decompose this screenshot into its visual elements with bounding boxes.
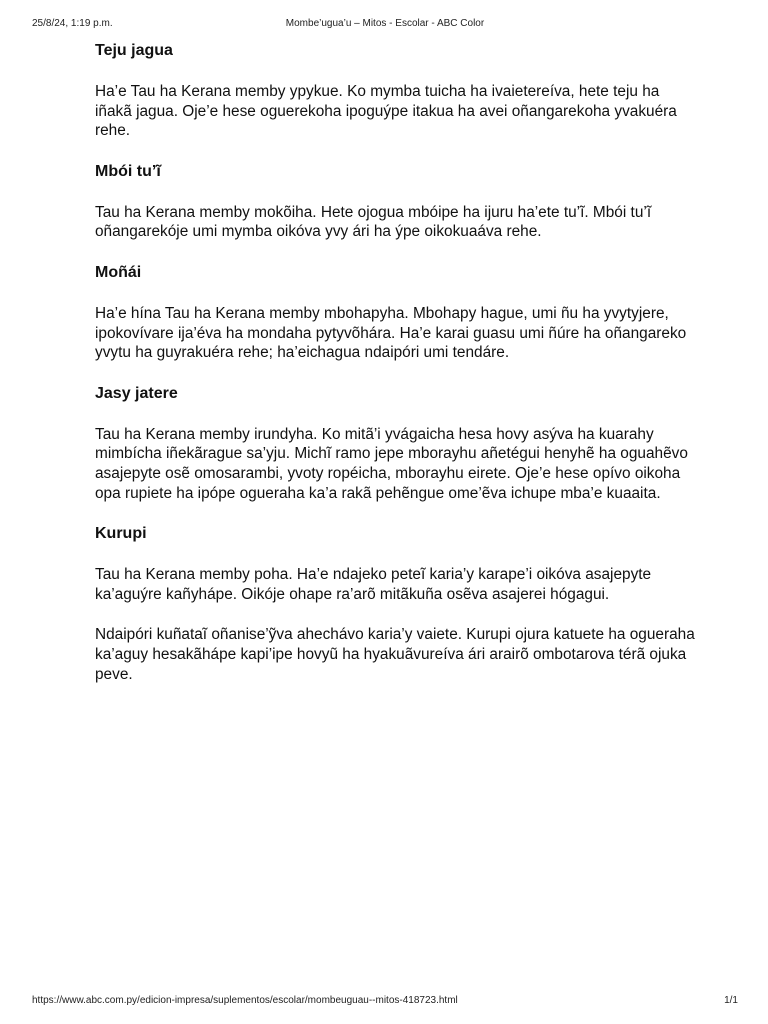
section-jasy-jatere [95, 384, 695, 503]
section-mboi-tui [95, 162, 695, 242]
section-paragraph: Ha’e hína Tau ha Kerana memby mbohapyha. Mbohapy hague, umi ñu ha yvytyjere, ipokovívare ija’éva ha mondaha pytyvõhára. Ha’e karai guasu umi ñúre ha oñangareko yvytu ha guyrakuéra rehe; ha’eichagua ndaipóri umi tendáre. [95, 304, 687, 362]
article-content [95, 41, 695, 705]
section-paragraph: Tau ha Kerana memby poha. Ha’e ndajeko peteĩ karia’y karape’i oikóva asajepyte ka’aguýre kañyhápe. Oikóje ohape ra’arõ mitãkuña osẽva asajerei hógagui. [95, 566, 652, 603]
page-indicator: 1/1 [724, 995, 738, 1006]
section-kurupi [95, 524, 695, 684]
section-paragraph: Ndaipóri kuñataĩ oñanise’ỹva ahechávo karia’y vaiete. Kurupi ojura katuete ha ogueraha ka’aguy hesakãhápe kapi’ipe hovyũ ha hyakuãvureíva ári arairõ ombotarova térã ojuka peve. [95, 626, 695, 683]
section-heading: Moñái [95, 263, 142, 281]
section-paragraph: Ha’e Tau ha Kerana memby ypykue. Ko mymba tuicha ha ivaietereíva, hete teju ha iñakã jagua. Oje’e hese oguerekoha ipoguýpe itakua ha avei oñangarekoha yvakuéra rehe. [95, 83, 677, 140]
section-monai [95, 263, 695, 363]
section-paragraph: Tau ha Kerana memby mokõiha. Hete ojogua mbóipe ha ijuru ha’ete tu’ĩ. Mbói tu’ĩ oñangarekóje umi mymba oikóva yvy ári ha ýpe oikokuaáva rehe. [95, 203, 652, 241]
section-heading: Teju jagua [95, 42, 173, 59]
section-heading: Jasy jatere [95, 384, 178, 402]
print-footer [32, 994, 738, 1008]
print-page-title: Mombe’ugua’u – Mitos - Escolar - ABC Color [285, 18, 485, 29]
print-url: https://www.abc.com.py/edicion-impresa/suplementos/escolar/mombeuguau--mitos-418723.html [32, 995, 458, 1006]
print-datetime: 25/8/24, 1:19 p.m. [32, 18, 113, 29]
section-teju-jagua [95, 41, 695, 141]
section-heading: Kurupi [95, 525, 147, 543]
section-paragraph: Tau ha Kerana memby irundyha. Ko mitã’i yvágaicha hesa hovy asýva ha kuarahy mimbícha iñekãrague sa’yju. Michĩ ramo jepe mborayhu añetégui henyhẽ ha oguahẽvo asajepyte osẽ omosarambi, yvoty ropéicha, mborayhu eirete. Oje’e hese opívo oikoha opa rupiete ha ipópe ogueraha ka’a rakã pehẽngue ome’ẽva ichupe mba’e kuaaita. [95, 425, 688, 502]
section-heading: Mbói tu’ĩ [95, 162, 161, 180]
print-header [32, 17, 738, 31]
